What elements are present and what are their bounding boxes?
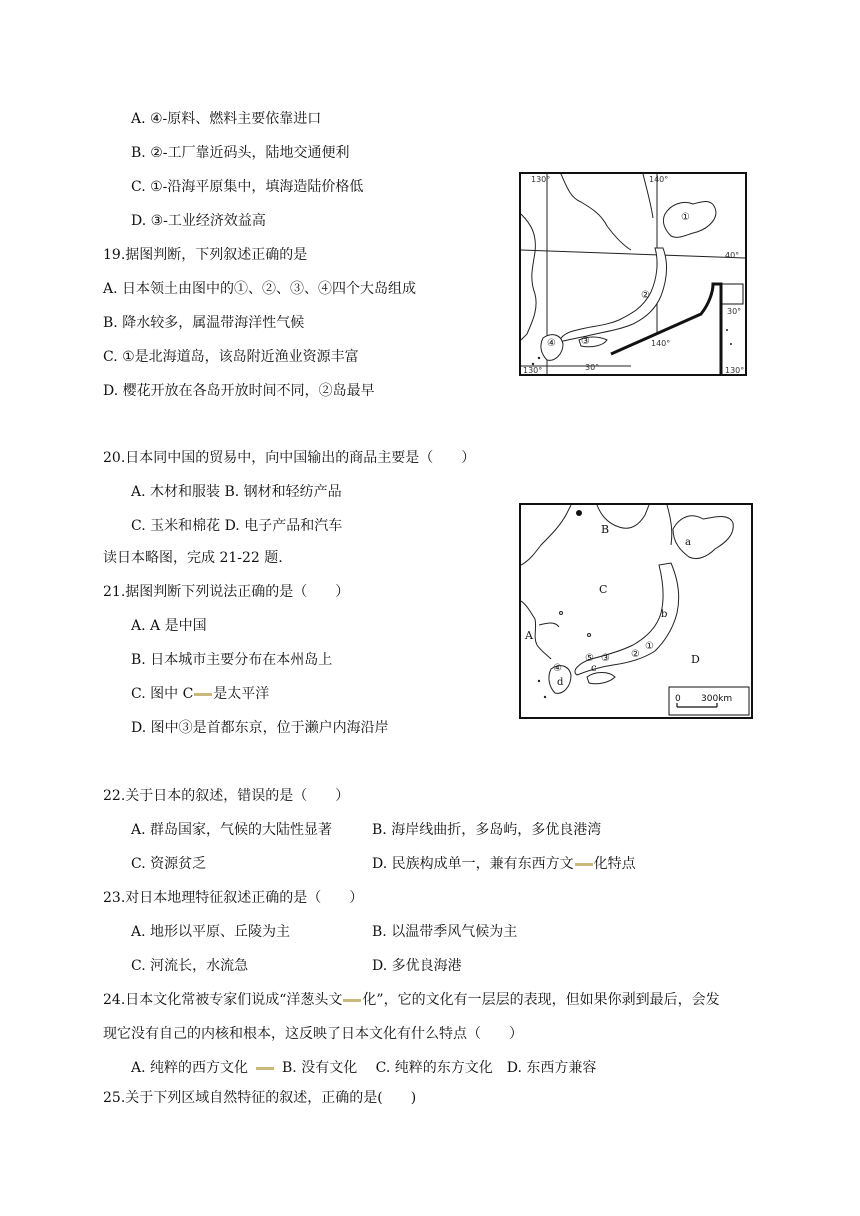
q21-option-c	[131, 685, 269, 703]
q24-stem-line1	[103, 991, 720, 1009]
q20-stem: 20.日本同中国的贸易中，向中国输出的商品主要是（ ）	[103, 450, 476, 466]
map1-island-1: ①	[681, 212, 690, 223]
map2-city-5: ⑤	[585, 653, 594, 664]
japan-map-2-drawing	[521, 505, 751, 717]
map2-city-3: ③	[601, 653, 610, 664]
q24-option-a: A. 纯粹的西方文化	[131, 1060, 249, 1076]
q25-stem: 25.关于下列区域自然特征的叙述，正确的是( )	[103, 1090, 417, 1106]
q24-stem-line2: 现它没有自己的内核和根本，这反映了日本文化有什么特点（ ）	[103, 1026, 523, 1042]
map1-lat-40: 40°	[725, 251, 740, 260]
japan-map-1-drawing	[521, 174, 745, 374]
highlight-mark	[575, 863, 593, 866]
q18-option-a: A. ④-原料、燃料主要依靠进口	[131, 111, 322, 127]
q21-stem: 21.据图判断下列说法正确的是（ ）	[103, 584, 350, 600]
q23-stem: 23.对日本地理特征叙述正确的是（ ）	[103, 890, 364, 906]
q22-option-d	[372, 855, 636, 873]
highlight-mark	[343, 999, 361, 1002]
q19-stem: 19.据图判断，下列叙述正确的是	[103, 247, 308, 263]
highlight-mark	[194, 693, 212, 696]
q23-option-b: B. 以温带季风气候为主	[372, 924, 518, 940]
map2-city-4: ④	[553, 663, 562, 674]
q19-option-c: C. ①是北海道岛，该岛附近渔业资源丰富	[103, 349, 359, 365]
q22-option-c: C. 资源贫乏	[131, 856, 207, 872]
map1-lon-bottom-130-right: 130°	[725, 366, 745, 374]
scale-zero: 0	[675, 694, 681, 704]
map1-lon-top-130: 130°	[531, 175, 551, 184]
map1-island-4: ④	[547, 338, 556, 349]
map1-lon-top-140: 140°	[649, 175, 669, 184]
q20-options-cd: C. 玉米和棉花 D. 电子产品和汽车	[131, 518, 343, 534]
map1-lat-bottom-30: 30°	[585, 363, 600, 372]
q23-option-a: A. 地形以平原、丘陵为主	[131, 924, 291, 940]
q19-option-b: B. 降水较多，属温带海洋性气候	[103, 315, 305, 331]
q24-options-rest: B. 没有文化 C. 纯粹的东方文化 D. 东西方兼容	[282, 1060, 597, 1076]
q22-option-d-tail: 化特点	[593, 856, 636, 872]
map2-label-small-a: a	[685, 537, 691, 548]
q21-option-c-head: C. 图中 C	[131, 686, 194, 702]
q22-stem: 22.关于日本的叙述，错误的是（ ）	[103, 788, 350, 804]
map2-label-small-d: d	[557, 677, 564, 688]
map1-island-2: ②	[641, 290, 650, 301]
map2-label-b: B	[601, 523, 610, 536]
japan-map-2	[519, 503, 753, 719]
map2-label-d: D	[691, 653, 700, 666]
map2-label-a: A	[525, 629, 533, 642]
map2-city-1: ①	[645, 641, 654, 652]
scale-label: 300km	[701, 694, 733, 704]
q21-option-d: D. 图中③是首都东京，位于濑户内海沿岸	[131, 720, 389, 736]
q23-option-c: C. 河流长，水流急	[131, 958, 249, 974]
q18-option-c: C. ①-沿海平原集中，填海造陆价格低	[131, 179, 364, 195]
map1-lon-bottom-140: 140°	[651, 339, 671, 348]
map2-label-small-c: c	[591, 663, 597, 674]
q22-option-a: A. 群岛国家，气候的大陆性显著	[131, 822, 333, 838]
q21-option-b: B. 日本城市主要分布在本州岛上	[131, 652, 333, 668]
q23-option-d: D. 多优良海港	[372, 958, 462, 974]
highlight-mark	[256, 1067, 274, 1070]
map2-city-2: ②	[631, 649, 640, 660]
map1-lat-30: 30°	[727, 307, 742, 316]
q24-options	[131, 1059, 596, 1077]
q22-option-b: B. 海岸线曲折，多岛屿，多优良港湾	[372, 822, 602, 838]
q24-stem-tail: 化”，它的文化有一层层的表现，但如果你剥到最后，会发	[362, 992, 720, 1008]
map2-label-small-b: b	[661, 609, 668, 620]
map2-label-c: C	[599, 583, 608, 596]
q22-option-d-head: D. 民族构成单一，兼有东西方文	[372, 856, 574, 872]
map1-island-3: ③	[581, 336, 590, 347]
q19-option-a: A. 日本领土由图中的①、②、③、④四个大岛组成	[103, 281, 417, 297]
q18-option-d: D. ③-工业经济效益高	[131, 213, 266, 229]
intro-21-22: 读日本略图，完成 21-22 题.	[103, 550, 283, 566]
q20-options-ab: A. 木材和服装 B. 钢材和轻纺产品	[131, 484, 342, 500]
q21-option-c-tail: 是太平洋	[213, 686, 270, 702]
q19-option-d: D. 樱花开放在各岛开放时间不同，②岛最早	[103, 383, 375, 399]
map1-lon-bottom-130: 130°	[523, 366, 543, 374]
q18-option-b: B. ②-工厂靠近码头，陆地交通便利	[131, 145, 350, 161]
japan-map-1	[519, 172, 747, 376]
q24-stem-head: 24.日本文化常被专家们说成“洋葱头文	[103, 992, 343, 1008]
q21-option-a: A. A 是中国	[131, 618, 207, 634]
